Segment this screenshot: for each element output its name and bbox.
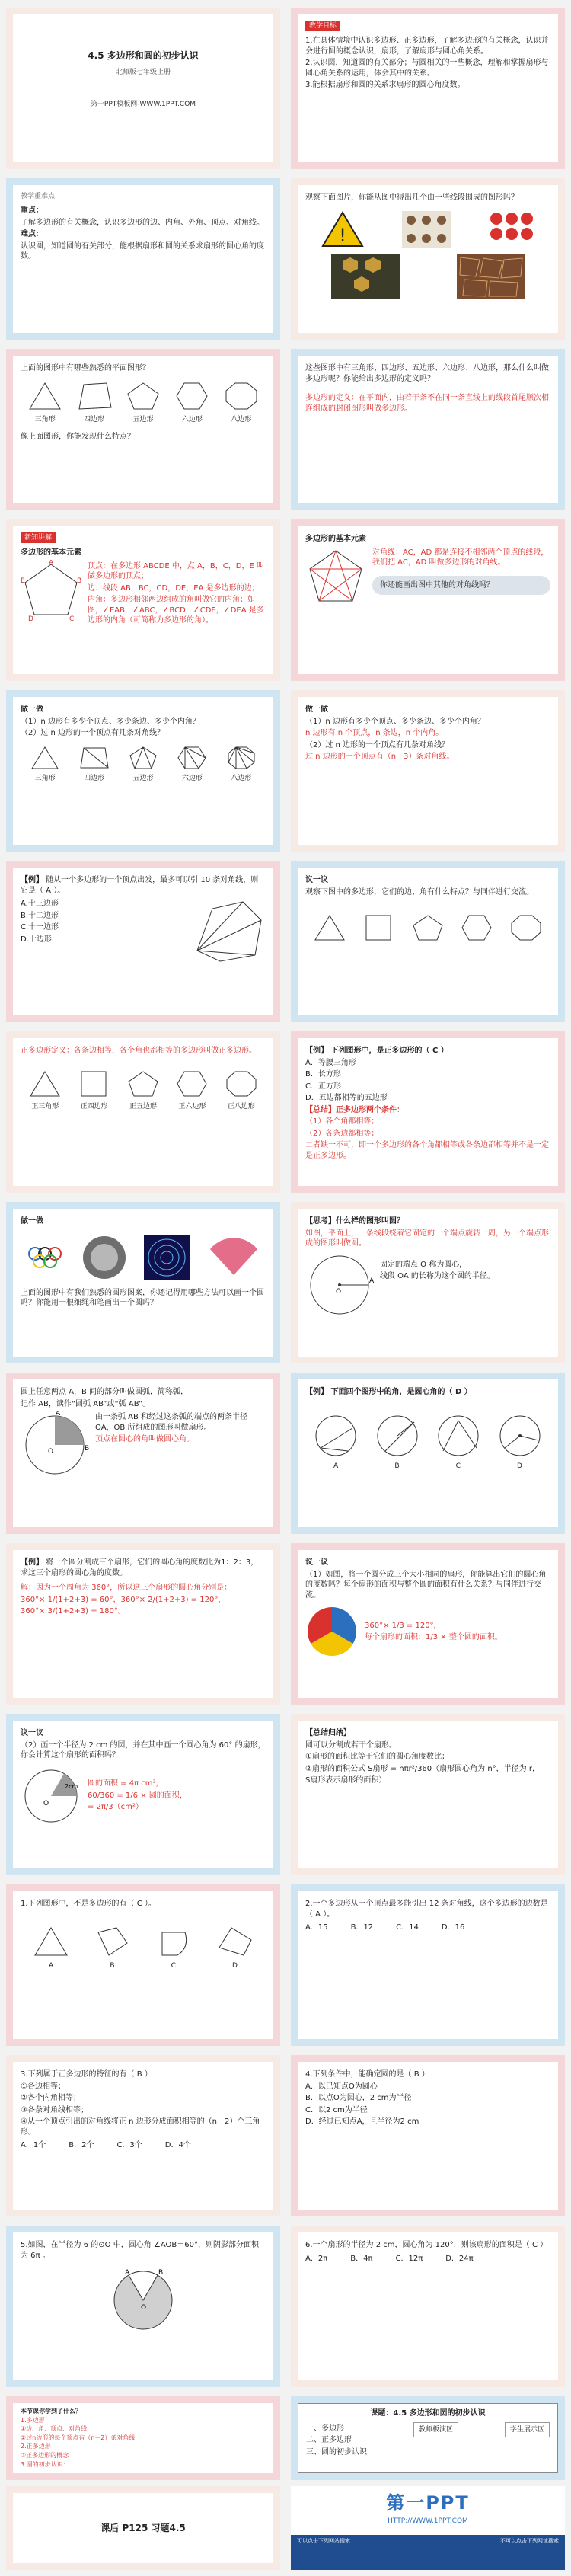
board-title: 课题：4.5 多边形和圆的初步认识 [370, 2409, 486, 2418]
option-label: B [110, 1961, 115, 1970]
slide-21-discuss [6, 1714, 280, 1875]
example-question: 将一个圆分割成三个扇形，它们的圆心角的度数比为1：2：3，求这三个扇形的圆心角的度数。 [21, 1558, 259, 1577]
shape-label: 正六边形 [178, 1102, 206, 1111]
point-a-label: A [125, 2269, 130, 2277]
statement-line: ③各条对角线相等； [21, 2105, 88, 2114]
regular-triangle-shape [27, 1069, 62, 1099]
statement-line: ①各边相等； [21, 2082, 65, 2091]
svg-text:C: C [69, 615, 75, 621]
option-label: D [516, 1462, 522, 1470]
section-tag: 新知讲解 [21, 532, 56, 543]
slide-heading: 多边形的基本元素 [305, 535, 366, 543]
section-tag: 教学重难点 [21, 193, 56, 200]
thought-bubble: 你还能画出图中其他的对角线吗？ [372, 576, 550, 596]
shape-label: 六边形 [181, 774, 203, 782]
quadrilateral-shape [76, 380, 113, 412]
regular-pentagon-shape [126, 1069, 161, 1099]
option[interactable]: B.十二边形 [21, 911, 59, 920]
option-label: A [333, 1462, 339, 1470]
option[interactable]: B．12 [350, 1923, 374, 1932]
svg-text:!: ! [339, 224, 346, 246]
slide-30-board [291, 2396, 565, 2480]
objective-line: 2.认识圆，知道圆的有关部分；与圆相关的一些概念，理解和掌握扇形与圆心角关系的运用，体会其中的关系。 [305, 59, 549, 78]
svg-text:A: A [369, 1277, 374, 1285]
option-c-figure [155, 1925, 193, 1958]
svg-text:E: E [21, 577, 25, 585]
summary-point: （2）各条边都相等； [305, 1129, 379, 1138]
discuss-question: （1）如图，将一个圆分成三个大小相同的扇形，你能算出它们的圆心角的度数吗？每个扇形的面积与整个圆的面积有什么关系？与同伴进行交流。 [305, 1570, 547, 1600]
section-tag: 教学目标 [305, 21, 340, 31]
summary-line: S扇形表示扇形的面积） [305, 1776, 387, 1785]
board-item: 三、圆的初步认识 [306, 2447, 367, 2456]
circle-definition: 如图，平面上，一条线段绕着它固定的一个端点旋转一周，另一个端点形成的图形叫做圆。 [305, 1229, 549, 1248]
slide-14-example [291, 1031, 565, 1193]
octagon-shape [223, 380, 260, 412]
slide-heading: 做一做 [305, 705, 328, 714]
exercise-question: 5.如图，在半径为 6 的⊙O 中，圆心角 ∠AOB＝60°，则阴影部分面积为 6π 。 [21, 2241, 259, 2260]
question-line: （1）n 边形有多少个顶点、多少条边、多少个内角？ [21, 717, 200, 726]
option-label: C [171, 1961, 176, 1970]
slide-heading: 议一议 [21, 1729, 43, 1737]
regular-hexagon-shape [174, 1069, 209, 1099]
circle-center-radius-figure [305, 1251, 374, 1319]
slide-heading: 议一议 [305, 876, 328, 884]
question-line: （2）过 n 边形的一个顶点有几条对角线？ [21, 729, 165, 737]
brand-logo: 第一PPT [386, 2492, 470, 2514]
discuss-question: 观察下图中的多边形，它们的边、角有什么特点？与同伴进行交流。 [305, 887, 534, 896]
exercise-question: 3.下列属于正多边形的特征的有（ B ） [21, 2070, 152, 2079]
center-text: 固定的端点 O 称为圆心， [380, 1260, 467, 1269]
answer-line: 过 n 边形的一个顶点有（n－3）条对角线。 [305, 753, 455, 761]
exercise-question: 1.下列图形中，不是多边形的有（ C ）。 [21, 1900, 156, 1908]
octagon-diagonal-shape [226, 745, 257, 771]
point-b-label: B [158, 2269, 164, 2277]
slide-heading: 本节课你学到了什么？ [21, 2408, 81, 2415]
slide-6-definition [291, 349, 565, 510]
brand-url[interactable]: HTTP://WWW.1PPT.COM [388, 2517, 468, 2526]
summary-head: 【总结】正多边形两个条件： [305, 1105, 404, 1114]
quadrilateral-diagonal-shape [79, 745, 110, 771]
question-line: （1）n 边形有多少个顶点、多少条边、多少个内角？ [305, 717, 485, 726]
slide-22-summary [291, 1714, 565, 1875]
option[interactable]: A．1个 [21, 2141, 46, 2149]
square-shape [362, 912, 397, 943]
key-head: 重点： [21, 206, 43, 216]
option-a-figure [313, 1413, 359, 1459]
option[interactable]: C．14 [396, 1923, 419, 1932]
slide-19-example [6, 1543, 280, 1705]
slide-7-elements [6, 519, 280, 681]
round-window-icon [81, 1235, 127, 1280]
central-angle-definition: 顶点在圆心的角叫做圆心角。 [95, 1435, 194, 1443]
pattern-picture-icon [402, 211, 451, 248]
option[interactable]: A．等腰三角形 [305, 1058, 356, 1067]
shape-label: 正四边形 [80, 1102, 108, 1111]
slide-15-circles [6, 1202, 280, 1363]
question-line: （2）过 n 边形的一个顶点有几条对角线？ [305, 740, 450, 749]
regular-octagon-shape [224, 1069, 259, 1099]
publisher: 北师版七年级上册 [115, 69, 171, 77]
summary-line: 圆可以分割成若干个扇形。 [305, 1740, 397, 1750]
slide-heading: 【例】 [21, 876, 43, 884]
stone-wall-picture-icon [457, 254, 525, 299]
slide-28-exercise [291, 2226, 565, 2387]
difficulty-head: 难点： [21, 230, 43, 239]
diagonal-text: 对角线：AC，AD 都是连接不相邻两个顶点的线段，我们把 AC，AD 叫做多边形的对角线。 [372, 548, 549, 567]
slide-16-circle-def [291, 1202, 565, 1363]
option[interactable]: C．12π [395, 2254, 423, 2263]
slide-3-key-points [6, 178, 280, 340]
example-question: 随从一个多边形的一个顶点出发，最多可以引 10 条对角线，则它是（ A ）。 [21, 876, 259, 895]
circle-question: 上面的图形中有我们熟悉的圆形图案，你还记得用哪些方法可以画一个圆吗？你能用一根细绳和笔画出一个圆吗？ [21, 1288, 264, 1307]
exercise-question: 4.下列条件中，能确定圆的是（ B ） [305, 2070, 429, 2079]
review-line: ②过n边形的每个顶点有（n－2）条对角线 [21, 2434, 136, 2441]
option[interactable]: C．3个 [116, 2141, 142, 2149]
homework-text: 课后 P125 习题4.5 [100, 2522, 186, 2533]
review-line: ③正多边形的概念 [21, 2451, 69, 2459]
board-item: 一、多边形 [306, 2424, 344, 2433]
regular-hexagon-shape [459, 912, 494, 943]
exercise-question: 2.一个多边形从一个顶点最多能引出 12 条对角线，这个多边形的边数是（ A ）。 [305, 1900, 548, 1919]
triangle-shape [27, 380, 63, 412]
option[interactable]: D．经过已知点A，且半径为2 cm [305, 2117, 419, 2126]
option[interactable]: D．16 [441, 1923, 465, 1932]
equation-line: 360°× 1/(1+2+3) = 60°，360°× 2/(1+2+3) = 120°， [21, 1595, 226, 1604]
radius-text: 线段 OA 的长称为这个圆的半径。 [380, 1272, 495, 1280]
slide-question: 像上面图形，你能发现什么特点？ [21, 432, 135, 441]
sector-60-figure [21, 1766, 81, 1827]
shape-label: 正八边形 [227, 1102, 255, 1111]
option[interactable]: D．五边都相等的五边形 [305, 1094, 388, 1102]
svg-text:2cm: 2cm [65, 1782, 78, 1790]
solution-text: 解：因为一个周角为 360°，所以这三个扇形的圆心角分别是： [21, 1584, 232, 1592]
slide-question: 上面的图形中有哪些熟悉的平面图形？ [21, 364, 150, 372]
left-links-head[interactable]: 可以点击下列网站搜索 [297, 2538, 350, 2544]
svg-text:O: O [336, 1287, 342, 1296]
option-label: C [455, 1462, 461, 1470]
svg-text:A: A [49, 559, 54, 567]
circle-sector-exercise-figure [105, 2265, 181, 2334]
arc-text: 圆上任意两点 A，B 间的部分叫做圆弧，简称弧， [21, 1388, 189, 1396]
lesson-title: 4.5 多边形和圆的初步认识 [88, 50, 199, 61]
option-a-figure [32, 1925, 70, 1958]
option[interactable]: C．以2 cm为半径 [305, 2105, 368, 2114]
board-item: 二、正多边形 [306, 2436, 352, 2444]
slide-20-discuss [291, 1543, 565, 1705]
slide-31-homework [6, 2486, 280, 2570]
slide-10-answers [291, 690, 565, 852]
option[interactable]: C.十一边形 [21, 923, 59, 932]
pentagon-diagonals-figure [305, 546, 366, 607]
option[interactable]: B．以点O为圆心，2 cm为半径 [305, 2094, 412, 2102]
honeycomb-picture-icon [331, 254, 400, 299]
option[interactable]: D．4个 [164, 2141, 191, 2149]
equation-line: 360°× 1/3 = 120°， [365, 1621, 442, 1630]
equation-line: 每个扇形的面积：1/3 × 整个圆的面积。 [365, 1633, 502, 1641]
summary-point: 二者缺一不可，即一个多边形的各个角都相等或各条边都相等并不是一定是正多边形。 [305, 1141, 549, 1160]
option-label: A [49, 1961, 54, 1970]
slide-1-cover [6, 8, 280, 169]
svg-text:O: O [43, 1799, 49, 1807]
slide-heading: 多边形的基本元素 [21, 548, 81, 558]
svg-text:D: D [28, 615, 33, 621]
slide-26-exercise [291, 2055, 565, 2216]
option[interactable]: A．2π [305, 2254, 328, 2263]
angle-text: 内角：多边形相邻两边组成的角叫做它的内角；如图，∠EAB，∠ABC，∠BCD，∠CDE，∠DEA 是多边形的内角（可简称为多边形的角）。 [88, 596, 264, 625]
equation-line: = 2π/3（cm²） [88, 1803, 143, 1812]
slide-heading: 【例】 下列图形中，是正多边形的（ C ） [305, 1047, 448, 1055]
regular-octagon-shape [509, 912, 544, 943]
shape-label: 八边形 [231, 415, 252, 423]
review-line: ①边、角、顶点、对角线 [21, 2425, 88, 2433]
pentagon-diagonal-shape [128, 745, 158, 771]
shape-label: 八边形 [231, 774, 252, 782]
slide-heading: 【思考】什么样的图形叫圆？ [305, 1217, 404, 1226]
vertex-text: 顶点：在多边形 ABCDE 中，点 A，B，C，D，E 叫做多边形的顶点； [88, 561, 264, 581]
slide-24-exercise [291, 1884, 565, 2046]
shape-label: 五边形 [132, 774, 154, 782]
slide-12-discuss [291, 861, 565, 1022]
shape-label: 四边形 [84, 415, 105, 423]
review-line: 3.圆的初步认识： [21, 2460, 69, 2468]
review-line: 1.多边形： [21, 2416, 51, 2424]
slide-5-shapes [6, 349, 280, 510]
regular-pentagon-shape [410, 912, 445, 943]
flower-grid-icon [489, 211, 534, 248]
equation-line: 360°× 3/(1+2+3) = 180°。 [21, 1607, 126, 1616]
equation-line: 圆的面积 = 4π cm²， [88, 1779, 164, 1788]
slide-8-diagonals [291, 519, 565, 681]
slide-4-pictures [291, 178, 565, 340]
slide-question: 观察下面图片，你能从图中得出几个由一些线段围成的图形吗？ [305, 193, 518, 202]
hexagon-shape [174, 380, 210, 412]
pentagon-abcde-figure [21, 560, 81, 621]
statement-line: ②各个内角相等； [21, 2094, 81, 2102]
slide-heading: 【例】 [21, 1558, 43, 1567]
option[interactable]: B．4π [350, 2254, 373, 2263]
three-sector-pie-figure [305, 1605, 359, 1658]
slide-29-review [6, 2396, 280, 2480]
option-d-figure [497, 1413, 543, 1459]
teacher-area-box: 教师板演区 [413, 2422, 458, 2437]
sector-definition: 由一条弧 AB 和经过这条弧的端点的两条半径 OA，OB 所组成的图形叫做扇形。 [95, 1413, 248, 1432]
shape-label: 三角形 [34, 774, 56, 782]
option-c-figure [435, 1413, 481, 1459]
option[interactable]: B．长方形 [305, 1070, 341, 1079]
slide-23-exercise [6, 1884, 280, 2046]
summary-line: ②扇形的面积公式 S扇形 = nπr²/360（扇形圆心角为 n°，半径为 r， [305, 1764, 540, 1773]
shape-label: 六边形 [181, 415, 203, 423]
olympic-rings-icon [26, 1238, 64, 1277]
square-shape [77, 1069, 112, 1099]
slide-heading: 【例】 下面四个图形中的角，是圆心角的（ D ） [305, 1388, 472, 1396]
shape-label: 四边形 [84, 774, 105, 782]
summary-line: ①扇形的面积比等于它们的圆心角度数比； [305, 1753, 449, 1761]
slide-heading: 做一做 [21, 705, 43, 714]
slide-heading: 做一做 [21, 1217, 43, 1226]
option[interactable]: B．2个 [69, 2141, 94, 2149]
discuss-question: （2）画一个半径为 2 cm 的圆，并在其中画一个圆心角为 60° 的扇形，你会计算这个扇形的面积吗？ [21, 1740, 266, 1759]
folding-fan-icon [207, 1238, 260, 1277]
statement-line: ④从一个顶点引出的对角线将正 n 边形分成面积相等的（n－2）个三角形。 [21, 2117, 260, 2137]
option[interactable]: A.十三边形 [21, 900, 59, 908]
slide-9-try [6, 690, 280, 852]
slide-heading: 议一议 [305, 1558, 328, 1567]
svg-text:A: A [56, 1411, 61, 1417]
svg-text:B: B [85, 1445, 89, 1453]
footer-links [291, 2535, 565, 2570]
svg-text:O: O [48, 1448, 54, 1456]
answer-line: n 边形有 n 个顶点，n 条边，n 个内角。 [305, 729, 444, 737]
shape-label: 三角形 [34, 415, 56, 423]
objective-line: 1.在具体情境中认识多边形、正多边形，了解多边形的有关概念，认识并会进行圆的概念认识，扇形，了解扇形与圆心角关系。 [305, 37, 549, 56]
slide-27-exercise [6, 2226, 280, 2387]
objective-line: 3.能根据扇形和圆的关系求扇形的圆心角度数。 [305, 81, 465, 90]
option[interactable]: C．正方形 [305, 1082, 341, 1091]
exercise-question: 6.一个扇形的半径为 2 cm，圆心角为 120°，则该扇形的面积是（ C ） [305, 2241, 548, 2249]
student-area-box: 学生展示区 [505, 2422, 550, 2437]
polygon-definition: 多边形的定义：在平面内，由若干条不在同一条直线上的线段首尾顺次相连组成的封闭图形叫做多边形。 [305, 394, 549, 413]
hexagon-diagonal-shape [177, 745, 207, 771]
regular-polygon-definition: 正多边形定义：各条边相等，各个角也都相等的多边形叫做正多边形。 [21, 1047, 257, 1055]
warning-sign-icon [321, 211, 364, 248]
option-d-figure [216, 1925, 254, 1958]
slide-13-regular-polygon [6, 1031, 280, 1193]
option-b-figure [375, 1413, 420, 1459]
regular-triangle-shape [312, 912, 347, 943]
difficulty-text: 认识圆，知道圆的有关部分，能根据扇形和圆的关系求扇形的圆心角的度数。 [21, 241, 264, 261]
slide-25-exercise [6, 2055, 280, 2216]
slide-2-objectives [291, 8, 565, 169]
arc-notation: 记作 AB，读作“圆弧 AB”或“弧 AB”。 [21, 1399, 151, 1408]
polygon-diagonal-figure [182, 897, 266, 966]
option-label: D [231, 1961, 238, 1970]
key-text: 了解多边形的有关概念，认识多边形的边、内角、外角、顶点、对角线。 [21, 218, 264, 227]
shape-label: 五边形 [132, 415, 154, 423]
option-b-figure [94, 1925, 132, 1958]
target-circles-icon [144, 1235, 190, 1280]
triangle-diagonal-shape [30, 745, 60, 771]
slide-heading: 【总结归纳】 [305, 1729, 351, 1737]
shape-label: 正五边形 [129, 1102, 157, 1111]
sector-figure [21, 1411, 89, 1479]
option[interactable]: D.十边形 [21, 935, 52, 944]
pentagon-shape [125, 380, 161, 412]
shape-label: 正三角形 [31, 1102, 59, 1111]
template-link[interactable]: 第一PPT模板网-WWW.1PPT.COM [90, 101, 196, 109]
review-line: 2.正多边形 [21, 2443, 51, 2450]
point-o-label: O [141, 2304, 147, 2312]
slide-18-example [291, 1373, 565, 1534]
svg-text:B: B [77, 577, 81, 585]
slide-17-arc-sector [6, 1373, 280, 1534]
side-text: 边：线段 AB，BC，CD，DE，EA 是多边形的边； [88, 583, 260, 593]
option[interactable]: A．15 [305, 1923, 328, 1932]
right-links-head[interactable]: 不可以点击下列网址搜索 [500, 2538, 559, 2544]
option-label: B [394, 1462, 400, 1470]
intro-text: 这些图形中有三角形、四边形、五边形、六边形、八边形，那么什么叫做多边形呢？你能给出多边形的定义吗？ [305, 364, 549, 383]
slide-11-example [6, 861, 280, 1022]
option[interactable]: A．以已知点O为圆心 [305, 2082, 378, 2091]
slide-32-logo [291, 2486, 565, 2570]
equation-line: 60/360 = 1/6 × 圆的面积， [88, 1791, 187, 1800]
summary-point: （1）各个角都相等； [305, 1117, 379, 1126]
option[interactable]: D．24π [445, 2254, 474, 2263]
